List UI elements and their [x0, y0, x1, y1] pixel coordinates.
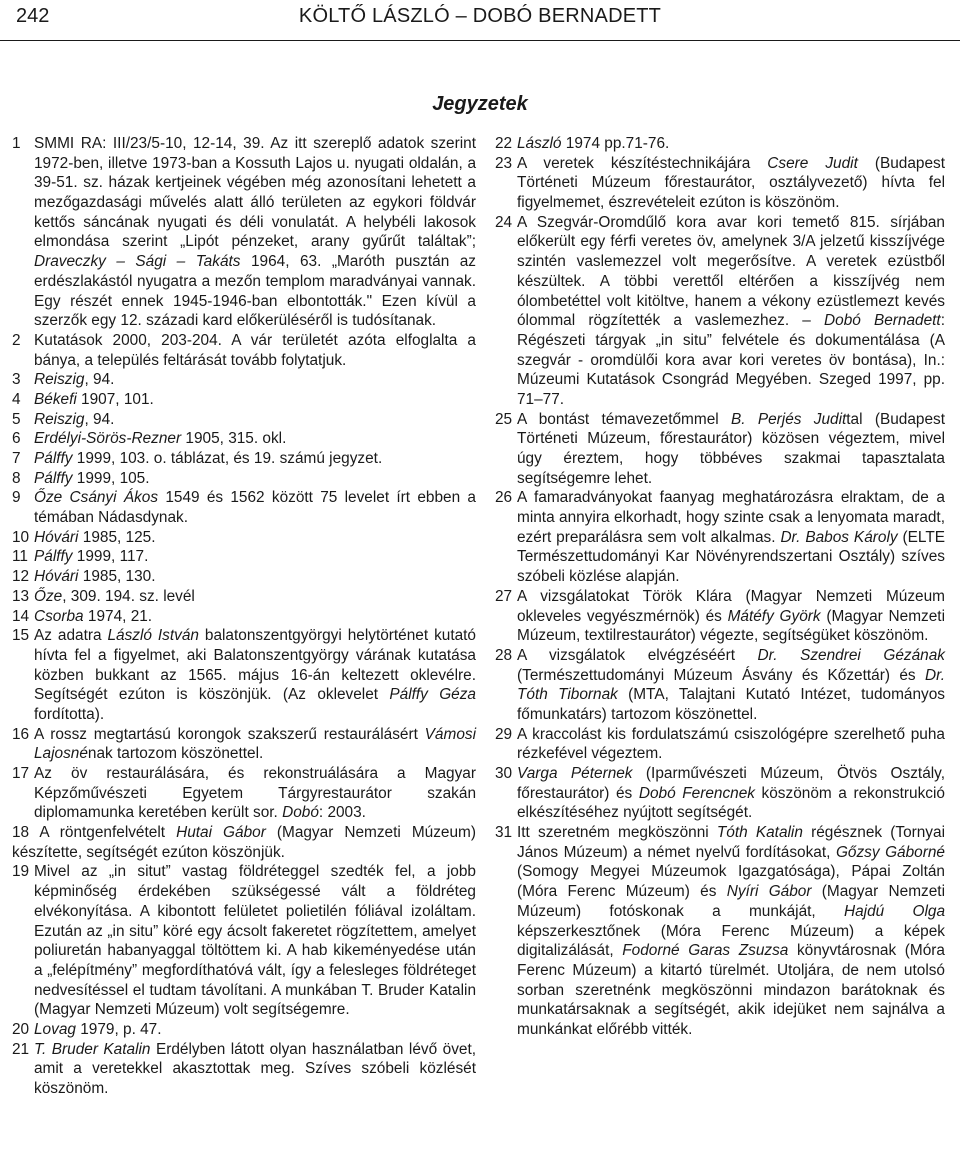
- footnote-number: 1: [12, 135, 21, 152]
- footnote-number: 3: [12, 371, 21, 389]
- footnote: [12, 764, 476, 823]
- footnote-reference: Nyíri Gábor: [726, 883, 812, 901]
- footnote: [12, 862, 476, 1020]
- footnote-text: Erdélyben látott olyan használatban lévő övet, amit a veretekkel akasztottak meg. Szíves szóbeli közlését köszönöm.: [34, 1040, 476, 1097]
- footnote-text: 1999, 105.: [72, 469, 150, 487]
- footnote-reference: Dr. Babos Károly: [780, 528, 898, 546]
- footnote: [12, 607, 476, 627]
- footnote: [12, 390, 476, 410]
- footnote-text: A rossz megtartású korongok szakszerű restaurálásért: [34, 725, 425, 743]
- footnote: [495, 725, 945, 764]
- footnote-reference: B. Perjés Judit: [730, 410, 847, 428]
- footnote: [12, 429, 476, 449]
- footnote-text: A vizsgálatok elvégzéséért: [517, 646, 758, 664]
- footnote-reference: Lovag: [34, 1020, 76, 1038]
- footnote-number: 16: [12, 725, 30, 743]
- footnote-reference: Hóvári: [34, 528, 79, 546]
- footnote-number: 30: [495, 765, 513, 782]
- footnote: [12, 587, 476, 607]
- footnote: [495, 154, 945, 213]
- footnote-text: nak tartozom köszönettel.: [87, 745, 264, 763]
- footnote-number: 31: [495, 824, 513, 842]
- footnote-number: 25: [495, 410, 513, 428]
- footnote-text: Mivel az „in situt” vastag földréteggel szedték fel, a jobb képminőség érdekében szükségessé vált a földréteg elvékonyítása. A kibontott felületet polietilén fóliával izoláltam. Ezután az „in situ” köré egy ácsolt fakeretet rögzítettem, amelyet poliuretán habanyaggal töltöttem ki. A hab kikeményedése után a „felépítmény” megfordíthatóvá vált, így a felesleges földréteget nedvesítéssel el tudtam távolítani. A munkában T. Bruder Katalin (Magyar Nemzeti Múzeum) volt segítségemre.: [34, 863, 476, 1019]
- footnote-number: 10: [12, 528, 30, 546]
- footnote: [495, 410, 945, 489]
- footnote-reference: Gőzsy Gáborné: [835, 843, 945, 861]
- footnote-reference: Csorba: [34, 607, 84, 625]
- footnote: [12, 567, 476, 587]
- footnote-number: 24: [495, 213, 513, 231]
- footnote-text: (Somogy Megyei Múzeumok Igazgatósága), Pápai Zoltán (Móra Ferenc Múzeum) és: [517, 863, 945, 901]
- header-rule: [0, 40, 960, 41]
- footnote-reference: Dobó: [282, 804, 319, 822]
- footnote-number: 18: [12, 824, 30, 842]
- running-head: KÖLTŐ LÁSZLÓ – DOBÓ BERNADETT: [298, 5, 662, 27]
- footnote-text: Az öv restaurálására, és rekonstruálására a Magyar Képzőművészeti Egyetem Tárgyrestaurátor szakán diplomamunka keretében került sor.: [34, 765, 476, 822]
- footnote-text: (Iparművészeti Múzeum, Ötvös Osztály, főrestaurátor) és: [517, 765, 946, 802]
- footnote-number: 7: [12, 450, 21, 467]
- footnote-reference: László: [517, 135, 562, 152]
- footnote-text: 1549 és 1562 között 75 levelet írt ebben a témában Nádasdynak.: [34, 489, 476, 527]
- footnote: [12, 1020, 476, 1040]
- footnote-reference: Békefi: [34, 390, 77, 408]
- footnote-number: 4: [12, 390, 21, 408]
- footnote-reference: Pálffy Géza: [389, 686, 476, 704]
- footnote-text: Itt szeretném megköszönni: [517, 824, 717, 842]
- footnote-reference: Mátéfy Györk: [727, 607, 821, 625]
- footnote-text: (Budapest Történeti Múzeum főrestaurátor, osztályvezető) hívta fel figyelmemet, észrevételeit ezúton is köszönöm.: [517, 154, 946, 212]
- footnote-reference: Draveczky – Sági – Takáts: [34, 253, 241, 271]
- footnote-reference: László István: [107, 627, 199, 645]
- footnote-reference: Varga Péternek: [517, 765, 633, 782]
- footnote-text: A famaradványokat faanyag meghatározásra elraktam, de a minta annyira elkorhadt, hogy szinte csak a lenyomata maradt, ezért preparálásra sem volt alkalmas.: [517, 489, 945, 546]
- footnote-text: A röntgenfelvételt: [39, 824, 177, 842]
- footnote-reference: Pálffy: [34, 450, 73, 467]
- section-title: Jegyzetek: [432, 93, 528, 115]
- footnote-text: 1999, 103. o. táblázat, és 19. számú jegyzet.: [72, 450, 383, 467]
- footnote-number: 17: [12, 765, 30, 782]
- footnote-text: balatonszentgyörgyi helytörténet kutató hívta fel a figyelmet, aki Balatonszentgyörgy várának kutatása közben bukkant az 1565. május 16-án keltezett oklevélre. Segítségét ezúton is köszönjük. (Az oklevelet: [34, 627, 476, 704]
- footnote-text: A bontást témavezetőmmel: [517, 410, 731, 428]
- footnote-number: 23: [495, 154, 513, 172]
- footnote-text: 1905, 315. okl.: [181, 430, 287, 448]
- footnote-reference: Hóvári: [34, 568, 79, 586]
- footnote-text: 1907, 101.: [76, 390, 154, 408]
- footnote-number: 21: [12, 1040, 30, 1058]
- footnote-text: : 2003.: [318, 804, 366, 822]
- footnote: [12, 823, 476, 862]
- footnote-number: 22: [495, 135, 513, 152]
- footnote: [12, 370, 476, 390]
- footnote-reference: Csere Judit: [767, 154, 858, 172]
- notes-column-right: [495, 134, 945, 1040]
- footnote-number: 29: [495, 725, 513, 743]
- footnote-number: 27: [495, 587, 513, 605]
- footnote-text: : Régészeti tárgyak „in situ” felvétele és dokumentálása (A szegvár - oromdülői kora avar kori veretes öv bontása), In.: Múzeumi Kutatások Csongrád Megyében. Szeged 1997, pp. 71–77.: [517, 312, 945, 408]
- footnote-text: 1964, 63. „Maróth pusztán az erdészlakástól nyugatra a mezőn templom maradványai vannak. Egy részét ennek 1945-1946-ban elbontották." Ezen kívül a szerzők egy 12. századi kard előkerüléséről is tudósítanak.: [34, 253, 477, 330]
- footnote-text: Kutatások 2000, 203-204. A vár területét azóta elfoglalta a bánya, a település feltárását tovább folytatjuk.: [34, 331, 476, 369]
- footnote-reference: Őze: [34, 587, 63, 605]
- footnote-text: Az adatra: [34, 627, 108, 645]
- footnote: [495, 764, 945, 823]
- footnote: [495, 823, 945, 1040]
- footnote-reference: Hutai Gábor: [176, 824, 266, 842]
- footnote-text: , 309. 194. sz. levél: [62, 587, 195, 605]
- footnote-text: (ELTE Természettudományi Kar Növényrendszertani Osztály) szíves szóbeli közlése alapján.: [517, 528, 945, 586]
- footnote-text: 1999, 117.: [72, 548, 149, 566]
- footnote-number: 20: [12, 1020, 30, 1038]
- notes-column-left: [12, 134, 476, 1099]
- footnote-reference: Tóth Katalin: [716, 824, 803, 842]
- footnote-text: (Természettudományi Múzeum Ásvány és Kőzettár) és: [517, 666, 926, 684]
- footnote: [12, 1040, 476, 1099]
- footnote-text: köszönöm a rekonstrukció elkészítéséhez nyújtott segítségét.: [517, 784, 945, 822]
- footnote-text: 1974, 21.: [83, 607, 153, 625]
- footnote-text: (Magyar Nemzeti Múzeum, textilrestaurátor) végezte, segítségüket köszönöm.: [517, 607, 945, 645]
- footnote-text: fordította).: [34, 705, 105, 723]
- footnote-reference: Reiszig: [34, 371, 85, 389]
- footnote-text: 1979, p. 47.: [75, 1020, 162, 1038]
- footnote-number: 19: [12, 863, 30, 881]
- footnote: [12, 410, 476, 430]
- footnote-text: képszerkesztőnek (Móra Ferenc Múzeum) a képek digitalizálását,: [517, 922, 945, 960]
- footnote: [495, 488, 945, 586]
- footnote-number: 13: [12, 587, 30, 605]
- footnote-number: 9: [12, 489, 21, 507]
- footnote-reference: Dr. Szendrei Gézának: [757, 646, 945, 664]
- footnote: [495, 646, 945, 725]
- footnote-reference: T. Bruder Katalin: [34, 1040, 151, 1058]
- footnote-number: 15: [12, 627, 30, 645]
- footnote-text: tal (Budapest Történeti Múzeum, főrestaurátor) közösen végeztem, mivel úgy éreztem, hogy többéves szakmai tapasztalata segítségemre lehet.: [517, 410, 945, 487]
- footnote-reference: Dobó Bernadett: [824, 312, 941, 330]
- footnote-text: (MTA, Talajtani Kutató Intézet, tudományos főmunkatárs) tartozom köszönettel.: [517, 686, 945, 723]
- footnote: [495, 134, 945, 154]
- footnote: [12, 488, 476, 527]
- footnote-number: 11: [12, 548, 28, 566]
- footnote: [12, 725, 476, 764]
- footnote-text: , 94.: [84, 371, 115, 389]
- footnote-number: 14: [12, 607, 30, 625]
- footnote-number: 6: [12, 430, 21, 448]
- footnote: [12, 626, 476, 724]
- footnote-number: 28: [495, 646, 513, 664]
- footnote: [12, 449, 476, 469]
- footnote-text: (Magyar Nemzeti Múzeum) fotóskonak a munkáját,: [517, 883, 946, 920]
- footnote: [495, 587, 945, 646]
- footnote-text: SMMI RA: III/23/5-10, 12-14, 39. Az itt szereplő adatok szerint 1972-ben, illetve 1973-ban a Kossuth Lajos u. nyugati oldalán, a 39-51. sz. házak kertjeinek végében még azonosítani lehetett a mezőgazdasági művelés alatt álló területen az egykori földvár kettős sáncának nyugati és déli vonulatát. A helybéli lakosok elmondása szerint „Lipót pénzeket, arany gyűrűt találtak”;: [34, 135, 476, 251]
- footnote-text: 1974 pp.71-76.: [561, 135, 670, 152]
- footnote-number: 8: [12, 469, 21, 487]
- footnote-reference: Erdélyi-Sörös-Rezner: [34, 430, 182, 448]
- footnote-number: 5: [12, 410, 21, 428]
- footnote-number: 26: [495, 489, 513, 507]
- page-number: 242: [16, 5, 50, 27]
- footnote-number: 2: [12, 331, 21, 349]
- footnote-reference: Dobó Ferencnek: [638, 784, 755, 802]
- footnote-reference: Pálffy: [34, 548, 73, 566]
- footnote-text: , 94.: [84, 410, 115, 428]
- footnote: [12, 528, 476, 548]
- footnote-text: A kraccolást kis fordulatszámú csiszológépre szerelhető puha rézkefével végeztem.: [517, 725, 945, 763]
- footnote: [12, 134, 476, 331]
- footnote: [12, 331, 476, 370]
- footnote-reference: Őze Csányi Ákos: [34, 489, 159, 507]
- footnote-text: (Magyar Nemzeti Múzeum) készítette, segítségét ezúton köszönjük.: [12, 824, 476, 861]
- footnote-text: A vizsgálatokat Török Klára (Magyar Nemzeti Múzeum okleveles vegyészmérnök) és: [517, 587, 945, 625]
- footnote: [495, 213, 945, 410]
- footnote-reference: Dr. Tóth Tibornak: [517, 666, 945, 704]
- footnote-text: 1985, 125.: [78, 528, 156, 546]
- footnote: [12, 547, 476, 567]
- footnote-number: 12: [12, 568, 30, 586]
- footnote-text: 1985, 130.: [78, 568, 156, 586]
- footnote-reference: Vámosi Lajosné: [34, 725, 476, 763]
- footnote-text: A Szegvár-Oromdűlő kora avar kori temető 815. sírjában előkerült egy férfi veretes öv, amelynek 3/A jelzetű kisszíjvége szintén vaslemezzel volt megerősítve. A veretek ezüstből készültek. A többi verettől eltérően a kisszíjvég nem ólombetéttel volt kitöltve, hanem a vékony ezüstlemezt kevés ólommal rögzítették a vaslemezhez. –: [517, 213, 945, 330]
- footnote-reference: Pálffy: [34, 469, 73, 487]
- footnote-text: A veretek készítéstechnikájára: [517, 154, 768, 172]
- footnote-reference: Fodorné Garas Zsuzsa: [622, 942, 789, 960]
- footnote: [12, 469, 476, 489]
- footnote-text: könyvtárosnak (Móra Ferenc Múzeum) a kitartó türelmét. Utoljára, de nem utolsó sorban szeretnénk megköszönni mindazon barátoknak és munkatársaknak a segítségét, akik idejüket nem sajnálva a munkánkat előrébb vitték.: [517, 942, 945, 1038]
- footnote-reference: Hajdú Olga: [844, 902, 946, 920]
- footnote-reference: Reiszig: [34, 410, 85, 428]
- footnote-text: régésznek (Tornyai János Múzeum) a német nyelvű fordításokat,: [517, 824, 945, 861]
